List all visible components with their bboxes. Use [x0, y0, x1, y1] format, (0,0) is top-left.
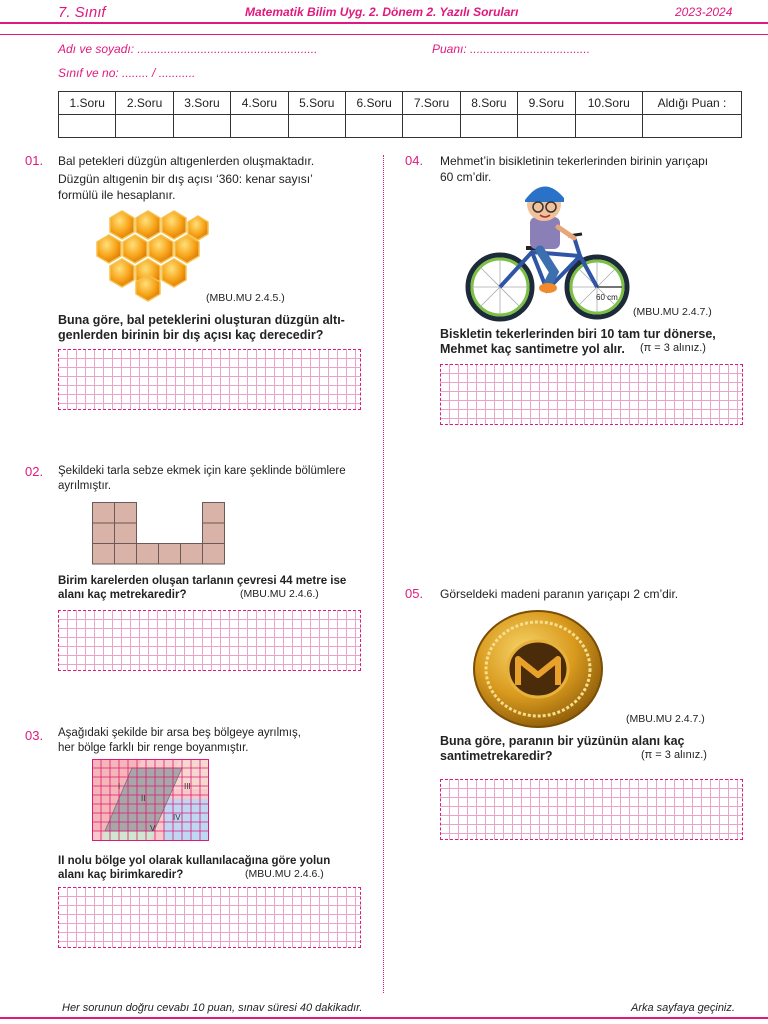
q5-reference: (MBU.MU 2.4.7.) — [626, 713, 705, 725]
footer-info: Her sorunun doğru cevabı 10 puan, sınav süresi 40 dakikadır. — [62, 1002, 363, 1014]
land-regions-figure — [92, 759, 209, 841]
q4-question-2: Mehmet kaç santimetre yol alır. — [440, 342, 625, 356]
q2-question-1: Birim karelerden oluşan tarlanın çevresi 44 metre ise — [58, 575, 347, 587]
coin-illustration — [472, 609, 604, 729]
header-rule-thin — [0, 34, 768, 35]
footer-rule — [0, 1017, 768, 1019]
q3-text-2: her bölge farklı bir renge boyanmıştır. — [58, 742, 249, 754]
q1-question-2: genlerden birinin bir dış açısı kaç derecedir? — [58, 328, 324, 342]
score-field[interactable]: Puanı: .................................... — [432, 42, 591, 56]
score-cell-5[interactable] — [288, 115, 345, 138]
q1-text-3: formülü ile hesaplanır. — [58, 188, 176, 202]
q3-reference: (MBU.MU 2.4.6.) — [245, 868, 324, 880]
score-header-7: 7.Soru — [403, 92, 460, 115]
boy-on-bicycle-illustration — [462, 172, 630, 322]
q1-text-1: Bal petekleri düzgün altıgenlerden oluşmaktadır. — [58, 154, 315, 168]
region-label-5: V — [150, 824, 156, 833]
q4-reference: (MBU.MU 2.4.7.) — [633, 306, 712, 318]
score-header-9: 9.Soru — [518, 92, 575, 115]
score-header-3: 3.Soru — [173, 92, 230, 115]
q2-text-1: Şekildeki tarla sebze ekmek için kare şeklinde bölümlere — [58, 465, 346, 477]
score-cell-6[interactable] — [345, 115, 402, 138]
footer-next-page: Arka sayfaya geçiniz. — [631, 1002, 735, 1014]
column-divider — [383, 155, 384, 993]
score-table — [58, 91, 742, 138]
grade-label: 7. Sınıf — [58, 4, 106, 21]
q3-number: 03. — [25, 728, 44, 743]
school-year: 2023-2024 — [675, 5, 733, 19]
region-label-3: III — [184, 782, 191, 791]
name-field[interactable]: Adı ve soyadı: ...................................................... — [58, 42, 318, 56]
q3-question-1: II nolu bölge yol olarak kullanılacağına göre yolun — [58, 855, 331, 867]
region-label-1: I — [118, 782, 121, 791]
q4-question-1: Biskletin tekerlerinden biri 10 tam tur dönerse, — [440, 327, 716, 341]
q2-reference: (MBU.MU 2.4.6.) — [240, 588, 319, 600]
class-field[interactable]: Sınıf ve no: ........ / ........... — [58, 66, 196, 80]
score-header-1: 1.Soru — [59, 92, 116, 115]
radius-label: 60 cm — [596, 293, 618, 302]
q1-text-2: Düzgün altıgenin bir dış açısı ‘360: kenar sayısı’ — [58, 172, 313, 186]
q2-question-2: alanı kaç metrekaredir? — [58, 589, 187, 601]
field-grid-figure — [92, 502, 226, 565]
q2-text-2: ayrılmıştır. — [58, 480, 112, 492]
score-cell-1[interactable] — [59, 115, 116, 138]
score-header-11: Aldığı Puan : — [643, 92, 742, 115]
score-cell-10[interactable] — [575, 115, 642, 138]
score-cell-4[interactable] — [231, 115, 288, 138]
q4-number: 04. — [405, 153, 424, 168]
q4-pi-note: (π = 3 alınız.) — [640, 342, 706, 354]
q3-question-2: alanı kaç birimkaredir? — [58, 869, 184, 881]
q3-text-1: Aşağıdaki şekilde bir arsa beş bölgeye ayrılmış, — [58, 727, 301, 739]
header-rule — [0, 22, 768, 24]
score-cell-9[interactable] — [518, 115, 575, 138]
q4-text-2: 60 cm’dir. — [440, 170, 492, 184]
q1-question-1: Buna göre, bal peteklerini oluşturan düzgün altı- — [58, 313, 345, 327]
q1-number: 01. — [25, 153, 44, 168]
q2-number: 02. — [25, 464, 44, 479]
q4-text-1: Mehmet’in bisikletinin tekerlerinden birinin yarıçapı — [440, 154, 709, 168]
q2-answer-grid[interactable] — [58, 610, 361, 671]
score-header-8: 8.Soru — [460, 92, 517, 115]
score-cell-8[interactable] — [460, 115, 517, 138]
region-label-4: IV — [173, 813, 181, 822]
score-header-5: 5.Soru — [288, 92, 345, 115]
q1-answer-grid[interactable] — [58, 349, 361, 410]
q4-answer-grid[interactable] — [440, 364, 743, 425]
score-header-4: 4.Soru — [231, 92, 288, 115]
q5-text-1: Görseldeki madeni paranın yarıçapı 2 cm’dir. — [440, 587, 679, 601]
q5-question-1: Buna göre, paranın bir yüzünün alanı kaç — [440, 734, 685, 748]
honeycomb-illustration — [90, 208, 215, 303]
score-header-6: 6.Soru — [345, 92, 402, 115]
score-header-10: 10.Soru — [575, 92, 642, 115]
score-header-2: 2.Soru — [116, 92, 173, 115]
score-cell-11[interactable] — [643, 115, 742, 138]
q5-answer-grid[interactable] — [440, 779, 743, 840]
q1-reference: (MBU.MU 2.4.5.) — [206, 292, 285, 304]
score-cell-3[interactable] — [173, 115, 230, 138]
exam-title: Matematik Bilim Uyg. 2. Dönem 2. Yazılı Soruları — [245, 5, 519, 19]
q3-answer-grid[interactable] — [58, 887, 361, 948]
q5-number: 05. — [405, 586, 424, 601]
score-cell-7[interactable] — [403, 115, 460, 138]
score-cell-2[interactable] — [116, 115, 173, 138]
q5-pi-note: (π = 3 alınız.) — [641, 749, 707, 761]
region-label-2: II — [141, 794, 146, 803]
q5-question-2: santimetrekaredir? — [440, 749, 553, 763]
